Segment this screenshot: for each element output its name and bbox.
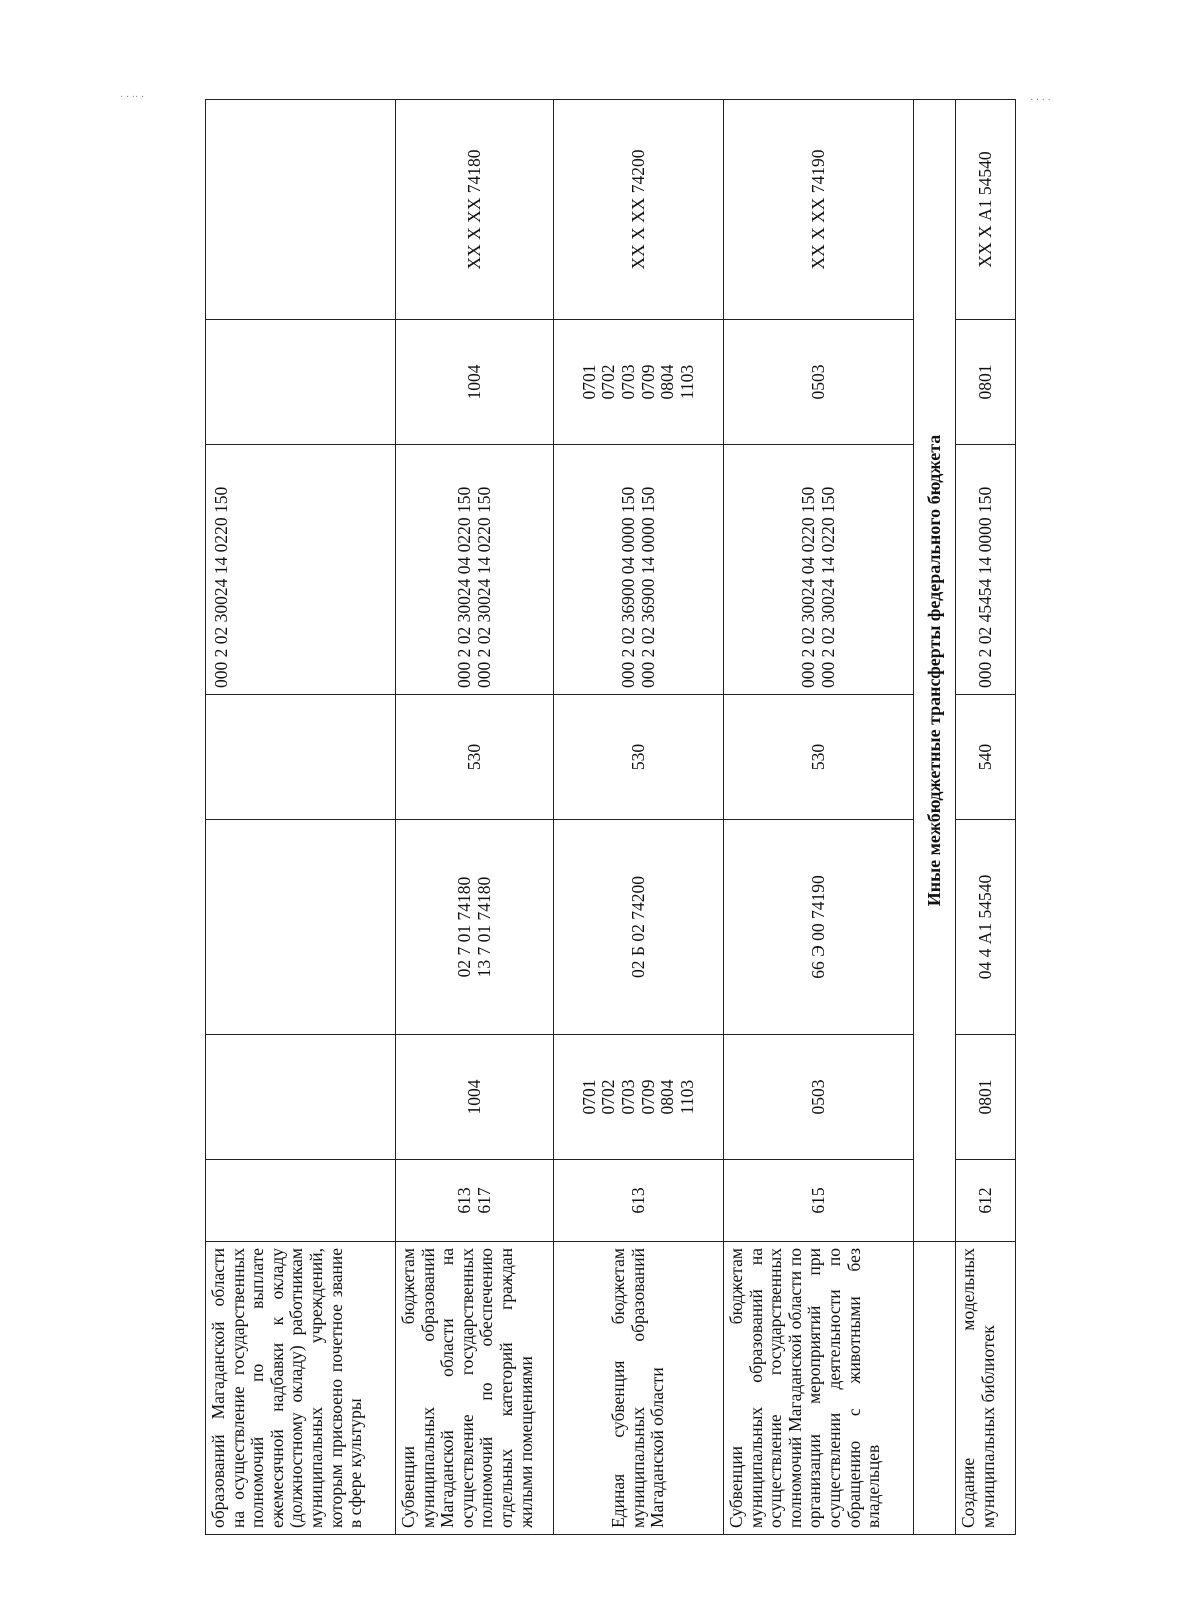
row-rz2: 0503 <box>724 320 914 445</box>
row-code: XX X XX 74180 <box>396 100 554 320</box>
row-vr: 613 617 <box>396 1160 554 1242</box>
row-code <box>206 100 396 320</box>
row-rz2: 1004 <box>396 320 554 445</box>
section-title: Иные межбюджетные трансферты федерального бюджета <box>914 100 956 1242</box>
row-rz: 1004 <box>396 1035 554 1160</box>
row-name: Субвенции бюджетам муниципальных образований Магаданской области на осуществление государственных полномочий по обеспечению отдельных категорий граждан жилыми помещениями <box>396 1242 554 1535</box>
row-rz: 0801 <box>956 1035 1016 1160</box>
row-kvr: 530 <box>396 695 554 820</box>
row-kbk: 000 2 02 45454 14 0000 150 <box>956 445 1016 695</box>
row-kbk: 000 2 02 30024 04 0220 150 000 2 02 30024 14 0220 150 <box>724 445 914 695</box>
row-kbk: 000 2 02 30024 14 0220 150 <box>206 445 396 695</box>
row-vr: 613 <box>554 1160 724 1242</box>
row-csr: 02 Б 02 74200 <box>554 820 724 1035</box>
row-rz2: 0701 0702 0703 0709 0804 1103 <box>554 320 724 445</box>
row-vr: 612 <box>956 1160 1016 1242</box>
row-csr: 02 7 01 74180 13 7 01 74180 <box>396 820 554 1035</box>
table-row <box>956 100 1016 1535</box>
table-row <box>396 100 554 1535</box>
row-name: образований Магаданской области на осуществление государственных полномочий по выплате ежемесячной надбавки к окладу (должностному окладу) работникам муниципальных учреждений, которым присвоено почетное звание в сфере культуры <box>206 1242 396 1535</box>
scan-speck: · · ·· · <box>120 92 145 103</box>
row-kbk: 000 2 02 30024 04 0220 150 000 2 02 30024 14 0220 150 <box>396 445 554 695</box>
row-rz: 0503 <box>724 1035 914 1160</box>
row-kvr: 540 <box>956 695 1016 820</box>
section-empty-cell <box>914 1242 956 1535</box>
table-row <box>554 100 724 1535</box>
row-rz: 0701 0702 0703 0709 0804 1103 <box>554 1035 724 1160</box>
row-name: Создание модельных муниципальных библиотек <box>956 1242 1016 1535</box>
row-rz2: 0801 <box>956 320 1016 445</box>
row-csr: 04 4 А1 54540 <box>956 820 1016 1035</box>
row-name: Единая субвенция бюджетам муниципальных образований Магаданской области <box>554 1242 724 1535</box>
rotated-table-frame <box>205 100 1015 1535</box>
row-code: XX X XX 74200 <box>554 100 724 320</box>
budget-classification-table <box>205 99 1016 1535</box>
row-code: XX X А1 54540 <box>956 100 1016 320</box>
row-kvr <box>206 695 396 820</box>
table-row <box>724 100 914 1535</box>
row-vr <box>206 1160 396 1242</box>
row-vr: 615 <box>724 1160 914 1242</box>
row-kvr: 530 <box>554 695 724 820</box>
row-kvr: 530 <box>724 695 914 820</box>
row-code: XX X XX 74190 <box>724 100 914 320</box>
scan-speck: · · · · <box>1030 95 1051 106</box>
table-row <box>206 100 396 1535</box>
row-csr <box>206 820 396 1035</box>
row-rz <box>206 1035 396 1160</box>
row-rz2 <box>206 320 396 445</box>
row-csr: 66 Э 00 74190 <box>724 820 914 1035</box>
row-name: Субвенции бюджетам муниципальных образований на осуществление государственных полномочий Магаданской области по организации мероприятий при осуществлении деятельности по обращению с животными без владельцев <box>724 1242 914 1535</box>
section-row <box>914 100 956 1535</box>
row-kbk: 000 2 02 36900 04 0000 150 000 2 02 36900 14 0000 150 <box>554 445 724 695</box>
